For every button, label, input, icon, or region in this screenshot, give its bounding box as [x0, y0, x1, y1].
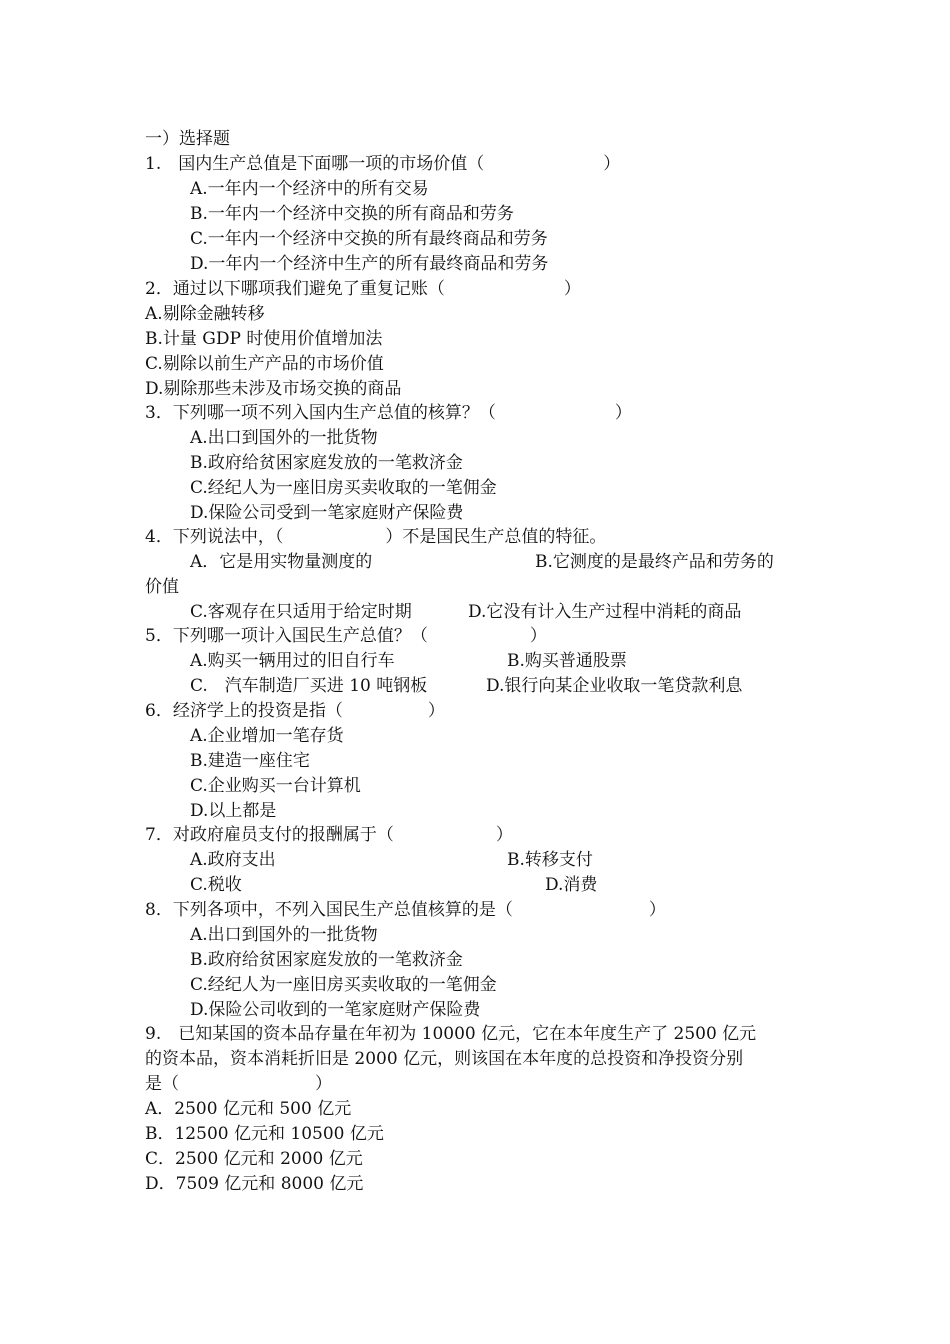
question-6-option-b: B.建造一座住宅: [190, 751, 310, 771]
question-8-option-c: C.经纪人为一座旧房买卖收取的一笔佣金: [190, 975, 497, 995]
question-9-stem-line-2: 的资本品，资本消耗折旧是 2000 亿元，则该国在本年度的总投资和净投资分别: [145, 1049, 744, 1069]
question-2-option-b: B.计量 GDP 时使用价值增加法: [145, 329, 383, 349]
question-9-option-c: C．2500 亿元和 2000 亿元: [145, 1149, 363, 1169]
question-7-option-d: D.消费: [545, 875, 598, 895]
question-3-stem: 3．下列哪一项不列入国内生产总值的核算？（ ）: [145, 403, 632, 423]
question-3-option-b: B.政府给贫困家庭发放的一笔救济金: [190, 453, 463, 473]
question-5-option-c: C. 汽车制造厂买进 10 吨钢板: [190, 676, 428, 696]
question-4-option-b: B.它测度的是最终产品和劳务的: [535, 552, 774, 572]
question-3-option-a: A.出口到国外的一批货物: [190, 428, 378, 448]
question-3-option-d: D.保险公司受到一笔家庭财产保险费: [190, 503, 464, 523]
question-1-option-d: D.一年内一个经济中生产的所有最终商品和劳务: [190, 254, 549, 274]
question-8-option-a: A.出口到国外的一批货物: [190, 925, 378, 945]
question-5-option-d: D.银行向某企业收取一笔贷款利息: [486, 676, 743, 696]
question-8-option-d: D.保险公司收到的一笔家庭财产保险费: [190, 1000, 481, 1020]
question-7-option-c: C.税收: [190, 875, 242, 895]
question-9-stem-line-3: 是（ ）: [145, 1074, 332, 1094]
question-7-option-a: A.政府支出: [190, 850, 276, 870]
question-6-option-c: C.企业购买一台计算机: [190, 776, 361, 796]
question-9-stem-line-1: 9. 已知某国的资本品存量在年初为 10000 亿元，它在本年度生产了 2500 亿元: [145, 1024, 757, 1044]
question-4-stem: 4．下列说法中，（ ）不是国民生产总值的特征。: [145, 527, 607, 547]
question-2-stem: 2．通过以下哪项我们避免了重复记账（ ）: [145, 279, 581, 299]
question-1-option-a: A.一年内一个经济中的所有交易: [190, 179, 429, 199]
question-7-stem: 7．对政府雇员支付的报酬属于（ ）: [145, 825, 513, 845]
question-6-option-a: A.企业增加一笔存货: [190, 726, 344, 746]
question-4-option-d: D.它没有计入生产过程中消耗的商品: [468, 602, 742, 622]
question-1-option-c: C.一年内一个经济中交换的所有最终商品和劳务: [190, 229, 548, 249]
question-5-option-b: B.购买普通股票: [507, 651, 627, 671]
question-9-option-d: D．7509 亿元和 8000 亿元: [145, 1174, 364, 1194]
question-3-option-c: C.经纪人为一座旧房买卖收取的一笔佣金: [190, 478, 497, 498]
question-1-option-b: B.一年内一个经济中交换的所有商品和劳务: [190, 204, 514, 224]
question-2-option-c: C.剔除以前生产产品的市场价值: [145, 354, 384, 374]
question-7-option-b: B.转移支付: [507, 850, 593, 870]
question-8-stem: 8．下列各项中，不列入国民生产总值核算的是（ ）: [145, 900, 666, 920]
question-9-option-a: A．2500 亿元和 500 亿元: [145, 1099, 352, 1119]
question-4-option-a: A．它是用实物量测度的: [190, 552, 373, 572]
question-4-option-c: C.客观存在只适用于给定时期: [190, 602, 412, 622]
question-2-option-d: D.剔除那些未涉及市场交换的商品: [145, 379, 402, 399]
question-1-stem: 1. 国内生产总值是下面哪一项的市场价值（ ）: [145, 154, 621, 174]
question-5-option-a: A.购买一辆用过的旧自行车: [190, 651, 395, 671]
question-8-option-b: B.政府给贫困家庭发放的一笔救济金: [190, 950, 463, 970]
question-2-option-a: A.剔除金融转移: [145, 304, 265, 324]
question-4-option-b-continued: 价值: [145, 577, 179, 597]
question-6-stem: 6．经济学上的投资是指（ ）: [145, 701, 445, 721]
section-title: 一）选择题: [145, 129, 230, 149]
question-9-option-b: B．12500 亿元和 10500 亿元: [145, 1124, 384, 1144]
question-6-option-d: D.以上都是: [190, 801, 277, 821]
question-5-stem: 5．下列哪一项计入国民生产总值？（ ）: [145, 626, 547, 646]
